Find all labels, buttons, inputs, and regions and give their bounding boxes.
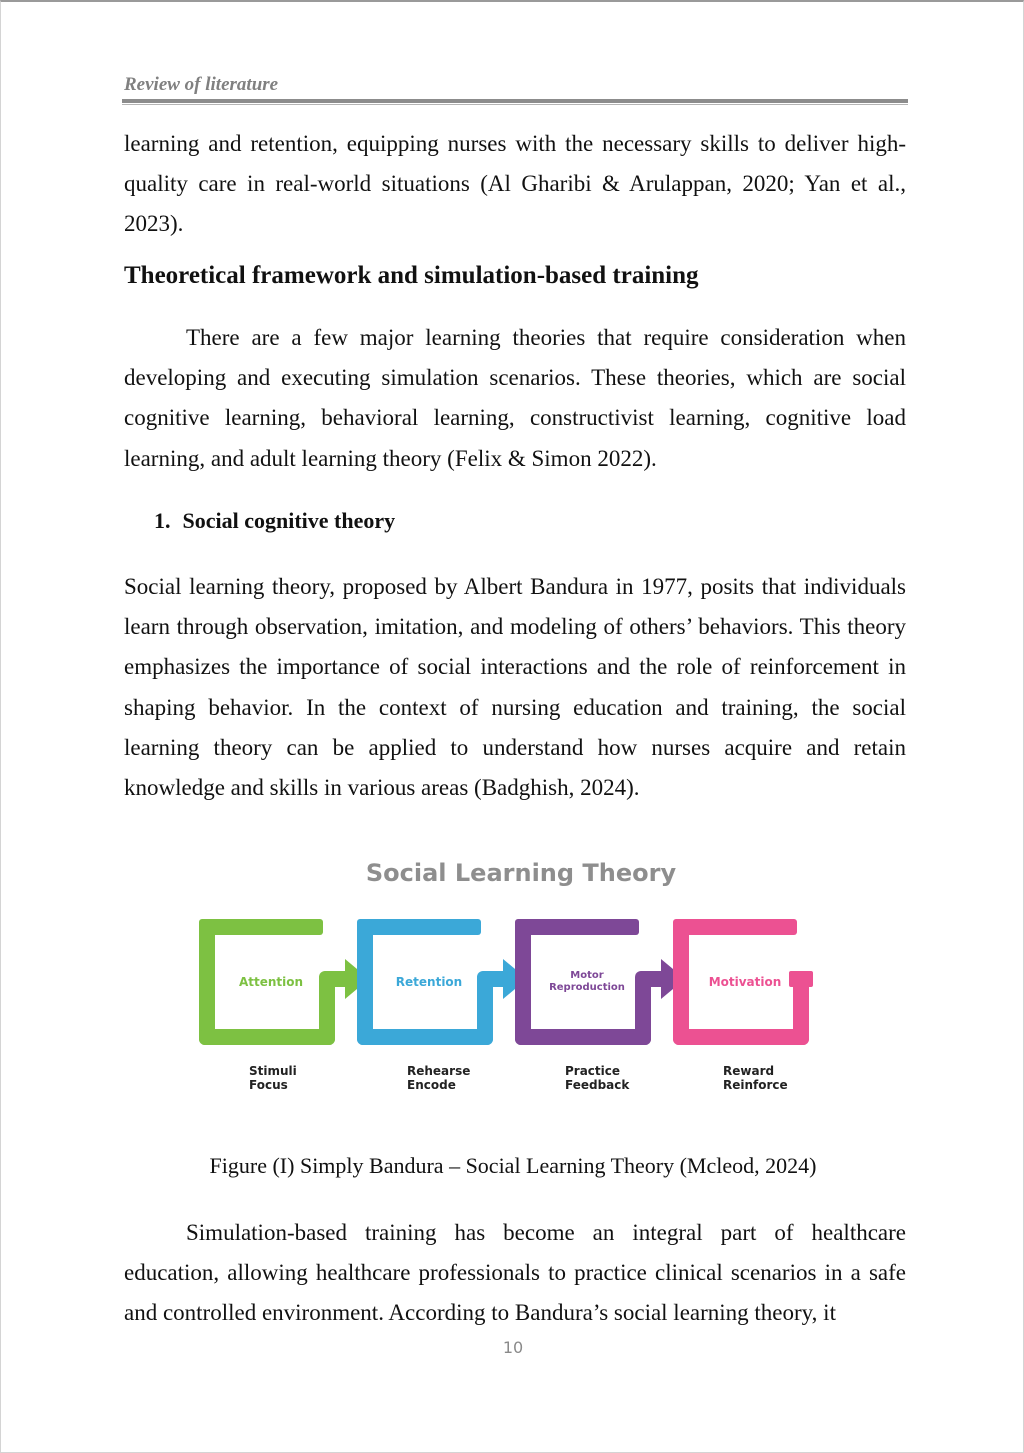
subsection-title: Social cognitive theory bbox=[182, 508, 396, 533]
page-number: 10 bbox=[502, 1338, 524, 1357]
stage-label: Motivation bbox=[708, 975, 782, 989]
stage-sub-label-1: Reward bbox=[723, 1064, 775, 1078]
running-header: Review of literature bbox=[124, 74, 279, 95]
stage-attention-top-bar bbox=[199, 919, 323, 935]
stage-sub-label-1: Stimuli bbox=[249, 1064, 297, 1078]
stage-motivation-top-bar bbox=[673, 919, 797, 935]
stage-attention-connector bbox=[325, 971, 345, 987]
stage-label: Retention bbox=[395, 975, 463, 989]
stage-sub-label-2: Reinforce bbox=[723, 1078, 788, 1092]
figure-caption: Figure (I) Simply Bandura – Social Learning Theory (Mcleod, 2024) bbox=[209, 1153, 817, 1178]
stage-motor-reproduction-left-bar bbox=[515, 919, 531, 1045]
stage-retention-left-bar bbox=[357, 919, 373, 1045]
paragraph-social-learning: Social learning theory, proposed by Albert Bandura in 1977, posits that individuals learn through observation, imitation, and modeling of others’ behaviors. This theory emphasizes the importance of social interactions and the role of reinforcement in shaping behavior. In the context of nursing education and training, the social learning theory can be applied to understand how nurses acquire and retain knowledge and skills in various areas (Badghish, 2024). bbox=[124, 574, 906, 801]
stage-label-line1: Motor bbox=[570, 970, 604, 981]
stage-retention-top-bar bbox=[357, 919, 481, 935]
header-rule-thin bbox=[122, 104, 908, 105]
stage-retention-bottom-bar bbox=[357, 1029, 493, 1045]
social-learning-diagram bbox=[181, 847, 861, 1107]
stage-sub-label-1: Practice bbox=[565, 1064, 621, 1078]
stage-sub-label-2: Feedback bbox=[565, 1078, 630, 1092]
stage-retention-connector bbox=[483, 971, 503, 987]
stage-sub-label-2: Focus bbox=[249, 1078, 288, 1092]
stage-attention-left-bar bbox=[199, 919, 215, 1045]
stage-sub-label-2: Encode bbox=[407, 1078, 456, 1092]
header-rule bbox=[122, 99, 908, 103]
subsection-number: 1. bbox=[154, 508, 171, 533]
stage-motivation-bottom-bar bbox=[673, 1029, 809, 1045]
stage-attention-bottom-bar bbox=[199, 1029, 335, 1045]
stage-label: Attention bbox=[238, 975, 304, 989]
stage-motor-reproduction-bottom-bar bbox=[515, 1029, 651, 1045]
paragraph-framework: There are a few major learning theories that require consideration when developing and executing simulation scenarios. These theories, which are social cognitive learning, behavioral learning, constructivist learning, cognitive load learning, and adult learning theory (Felix & Simon 2022). bbox=[124, 325, 906, 471]
stage-motor-reproduction-connector bbox=[641, 971, 661, 987]
subsection-heading bbox=[154, 508, 395, 534]
section-heading: Theoretical framework and simulation-based training bbox=[124, 262, 699, 289]
stage-motor-reproduction-top-bar bbox=[515, 919, 639, 935]
stage-motivation-left-bar bbox=[673, 919, 689, 1045]
diagram-title: Social Learning Theory bbox=[365, 859, 677, 887]
stage-motivation-right-cap bbox=[789, 971, 813, 987]
diagram-stages bbox=[199, 919, 813, 1092]
paragraph-simulation: Simulation-based training has become an integral part of healthcare education, allowing healthcare professionals to practice clinical scenarios in a safe and controlled environment. According to Bandura’s social learning theory, it bbox=[124, 1220, 906, 1326]
paragraph-continuation: learning and retention, equipping nurses with the necessary skills to deliver high-quality care in real-world situations (Al Gharibi & Arulappan, 2020; Yan et al., 2023). bbox=[124, 131, 906, 237]
stage-label-line2: Reproduction bbox=[549, 982, 625, 993]
stage-sub-label-1: Rehearse bbox=[407, 1064, 471, 1078]
